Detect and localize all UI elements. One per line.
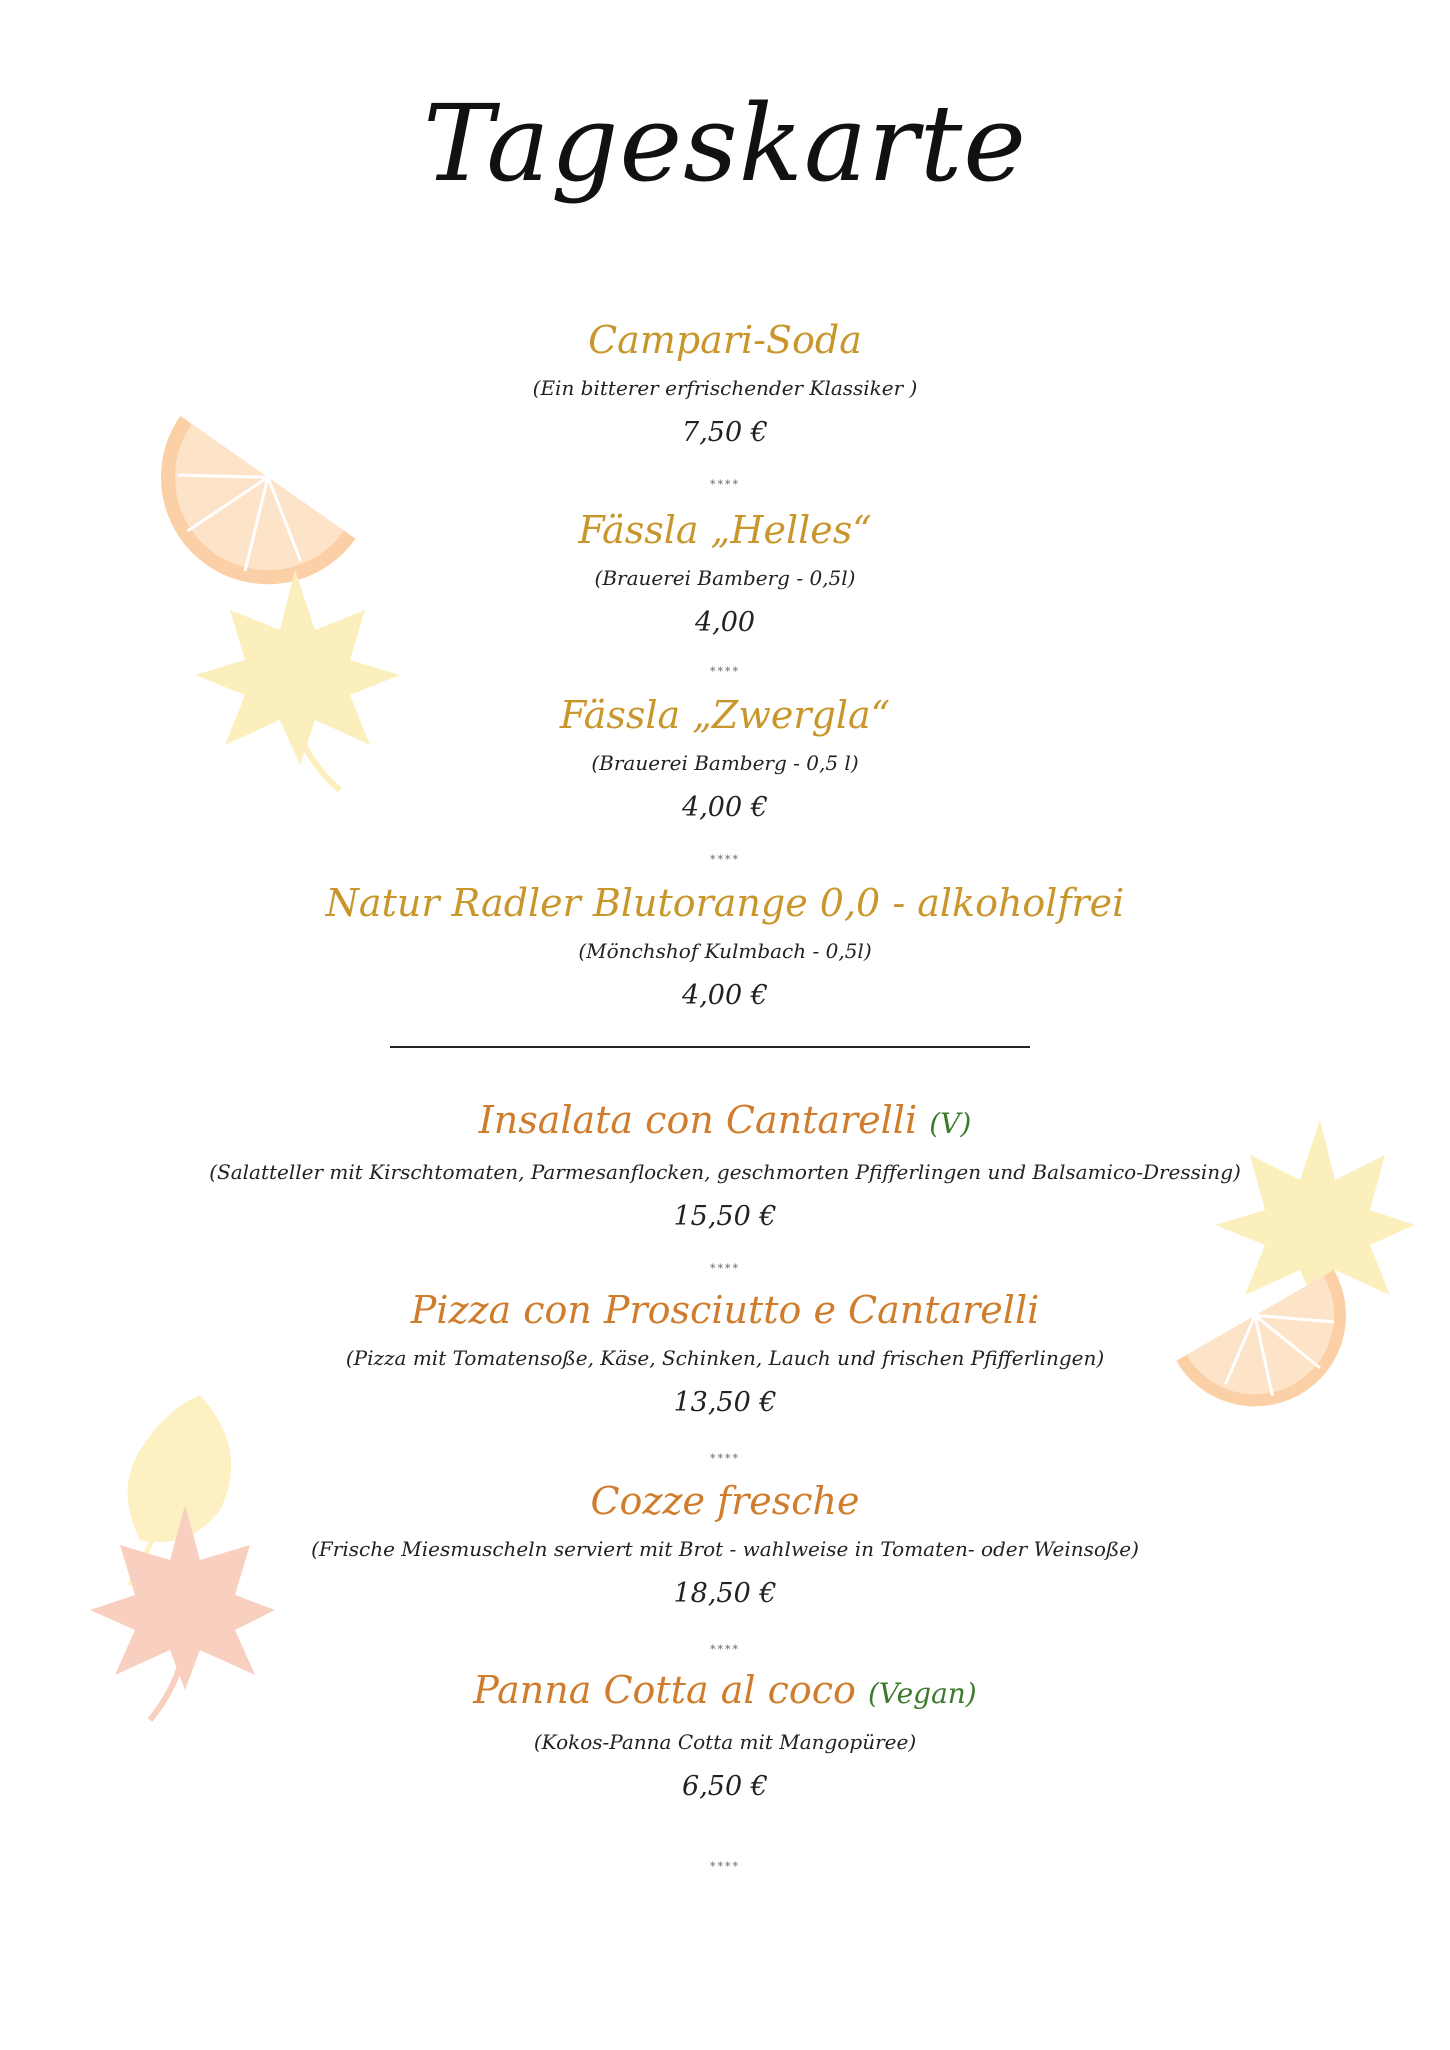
menu-item [0, 505, 1450, 641]
item-name: Fässla „Zwergla“ [559, 693, 891, 737]
item-price: 4,00 [694, 607, 756, 638]
item-description: (Brauerei Bamberg - 0,5 l) [591, 751, 859, 775]
item-price: 18,50 € [673, 1578, 777, 1609]
item-name: Pizza con Prosciutto e Cantarelli [410, 1288, 1040, 1332]
separator: **** [710, 853, 740, 866]
item-price: 4,00 € [682, 980, 768, 1011]
separator: **** [710, 1452, 740, 1465]
separator: **** [710, 1643, 740, 1656]
item-name [0, 1665, 1450, 1719]
separator: **** [710, 665, 740, 678]
item-price: 6,50 € [682, 1771, 768, 1802]
item-name: Natur Radler Blutorange 0,0 - alkoholfrei [325, 881, 1125, 925]
item-price: 4,00 € [682, 792, 768, 823]
item-name: Campari-Soda [588, 318, 862, 362]
menu-item [0, 878, 1450, 1014]
item-name-text: Insalata con Cantarelli [478, 1098, 918, 1142]
item-price: 13,50 € [673, 1387, 777, 1418]
menu-item [0, 1476, 1450, 1612]
item-name: Cozze fresche [590, 1479, 860, 1523]
diet-tag: (Vegan) [868, 1677, 977, 1710]
item-description: (Frische Miesmuscheln serviert mit Brot - wahlweise in Tomaten- oder Weinsoße) [311, 1537, 1139, 1561]
item-description: (Ein bitterer erfrischender Klassiker ) [532, 376, 918, 400]
item-description: (Kokos-Panna Cotta mit Mangopüree) [533, 1730, 917, 1754]
separator: **** [710, 1860, 740, 1873]
diet-tag: (V) [929, 1107, 972, 1140]
item-name: Fässla „Helles“ [578, 508, 872, 552]
item-description: (Pizza mit Tomatensoße, Käse, Schinken, Lauch und frischen Pfifferlingen) [345, 1346, 1105, 1370]
menu-item [0, 315, 1450, 451]
item-description: (Salatteller mit Kirschtomaten, Parmesanflocken, geschmorten Pfifferlingen und Balsamico-Dressing) [209, 1160, 1241, 1184]
item-description: (Mönchshof Kulmbach - 0,5l) [578, 939, 872, 963]
item-name-text: Panna Cotta al coco [473, 1668, 856, 1712]
item-price: 15,50 € [673, 1201, 777, 1232]
item-name [0, 1095, 1450, 1149]
menu-item [0, 1285, 1450, 1421]
item-description: (Brauerei Bamberg - 0,5l) [594, 566, 856, 590]
page-title: Tageskarte [422, 82, 1028, 205]
menu-item [0, 1095, 1450, 1235]
separator: **** [710, 478, 740, 491]
item-price: 7,50 € [682, 417, 768, 448]
separator: **** [710, 1262, 740, 1275]
menu-item [0, 1665, 1450, 1805]
menu-item [0, 690, 1450, 826]
section-divider [390, 1046, 1030, 1048]
